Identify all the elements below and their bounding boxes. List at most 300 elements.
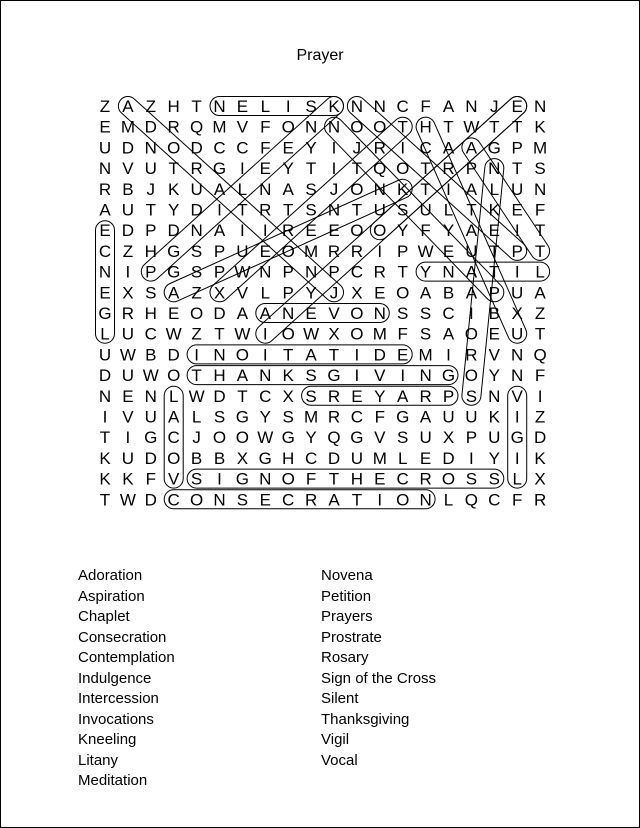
grid-letter[interactable]: K <box>397 179 409 199</box>
grid-letter[interactable]: D <box>373 345 386 365</box>
grid-letter[interactable]: A <box>442 97 455 116</box>
grid-letter[interactable]: T <box>534 221 546 241</box>
grid-letter[interactable]: C <box>488 490 501 510</box>
grid-letter[interactable]: P <box>282 262 294 282</box>
grid-letter[interactable]: N <box>144 386 157 406</box>
grid-letter[interactable]: C <box>144 324 157 344</box>
grid-letter[interactable]: U <box>98 345 112 365</box>
grid-letter[interactable]: E <box>328 221 340 241</box>
grid-letter[interactable]: S <box>419 324 432 344</box>
grid-letter[interactable]: I <box>125 262 131 282</box>
grid-letter[interactable]: V <box>236 117 249 137</box>
grid-letter[interactable]: O <box>373 117 387 137</box>
grid-letter[interactable]: F <box>397 324 408 344</box>
grid-letter[interactable]: N <box>327 117 341 137</box>
grid-letter[interactable]: V <box>122 407 134 427</box>
grid-letter[interactable]: V <box>236 283 249 303</box>
grid-letter[interactable]: D <box>327 448 341 468</box>
grid-letter[interactable]: L <box>260 283 271 303</box>
grid-letter[interactable]: I <box>240 221 245 241</box>
grid-letter[interactable]: X <box>122 283 134 303</box>
grid-letter[interactable]: I <box>331 159 337 179</box>
grid-letter[interactable]: G <box>167 262 181 282</box>
grid-letter[interactable]: D <box>121 221 135 241</box>
grid-letter[interactable]: R <box>419 386 432 406</box>
grid-letter[interactable]: Y <box>259 407 271 427</box>
grid-letter[interactable]: B <box>213 448 226 468</box>
grid-letter[interactable]: S <box>305 97 317 116</box>
grid-letter[interactable]: P <box>145 262 157 282</box>
grid-letter[interactable]: W <box>463 117 480 137</box>
grid-letter[interactable]: K <box>534 448 546 468</box>
grid-letter[interactable]: N <box>511 366 524 386</box>
grid-letter[interactable]: V <box>122 159 134 179</box>
grid-letter[interactable]: F <box>534 366 546 386</box>
grid-letter[interactable]: A <box>213 179 226 199</box>
grid-letter[interactable]: R <box>373 138 386 158</box>
grid-letter[interactable]: G <box>144 428 158 448</box>
grid-letter[interactable]: I <box>446 179 451 199</box>
grid-letter[interactable]: N <box>327 200 341 220</box>
grid-letter[interactable]: D <box>98 366 112 386</box>
grid-letter[interactable]: J <box>329 179 339 199</box>
grid-letter[interactable]: Z <box>534 407 546 427</box>
grid-letter[interactable]: C <box>236 138 249 158</box>
grid-letter[interactable]: R <box>350 241 364 261</box>
grid-letter[interactable]: D <box>190 138 203 158</box>
grid-letter[interactable]: T <box>534 241 546 261</box>
grid-letter[interactable]: T <box>489 241 500 261</box>
grid-letter[interactable]: I <box>469 304 474 323</box>
grid-letter[interactable]: N <box>259 179 272 199</box>
grid-letter[interactable]: S <box>305 200 317 220</box>
grid-letter[interactable]: L <box>397 448 408 468</box>
grid-letter[interactable]: C <box>98 241 112 261</box>
grid-letter[interactable]: M <box>533 138 548 158</box>
grid-letter[interactable]: T <box>305 159 317 179</box>
grid-letter[interactable]: E <box>99 221 111 241</box>
grid-letter[interactable]: I <box>125 428 131 448</box>
grid-letter[interactable]: V <box>168 469 180 489</box>
grid-letter[interactable]: F <box>512 490 523 510</box>
grid-letter[interactable]: O <box>441 469 456 489</box>
grid-letter[interactable]: J <box>146 179 156 199</box>
grid-letter[interactable]: P <box>465 159 478 179</box>
grid-letter[interactable]: U <box>465 407 478 427</box>
grid-letter[interactable]: E <box>305 304 317 323</box>
grid-letter[interactable]: C <box>396 97 409 116</box>
grid-letter[interactable]: P <box>145 221 157 241</box>
grid-letter[interactable]: R <box>304 490 318 510</box>
grid-letter[interactable]: T <box>351 159 363 179</box>
grid-letter[interactable]: T <box>397 117 408 137</box>
grid-letter[interactable]: A <box>305 345 317 365</box>
grid-letter[interactable]: P <box>328 262 340 282</box>
grid-letter[interactable]: Z <box>145 97 156 116</box>
grid-letter[interactable]: G <box>258 448 272 468</box>
grid-letter[interactable]: D <box>190 200 203 220</box>
grid-letter[interactable]: N <box>511 345 524 365</box>
grid-letter[interactable]: S <box>397 200 409 220</box>
grid-letter[interactable]: T <box>145 200 156 220</box>
grid-letter[interactable]: W <box>417 241 434 261</box>
grid-letter[interactable]: P <box>465 428 478 448</box>
grid-letter[interactable]: A <box>465 262 478 282</box>
grid-letter[interactable]: B <box>145 345 157 365</box>
grid-letter[interactable]: B <box>488 304 500 323</box>
grid-letter[interactable]: A <box>236 366 249 386</box>
grid-letter[interactable]: C <box>350 407 364 427</box>
grid-letter[interactable]: T <box>283 200 294 220</box>
grid-letter[interactable]: M <box>372 324 387 344</box>
grid-letter[interactable]: Y <box>168 200 180 220</box>
grid-letter[interactable]: A <box>419 407 432 427</box>
grid-letter[interactable]: U <box>121 200 135 220</box>
grid-letter[interactable]: V <box>488 345 500 365</box>
grid-letter[interactable]: T <box>168 159 179 179</box>
grid-letter[interactable]: O <box>235 345 250 365</box>
grid-letter[interactable]: Q <box>327 428 341 448</box>
grid-letter[interactable]: U <box>121 324 135 344</box>
grid-letter[interactable]: M <box>304 407 319 427</box>
grid-letter[interactable]: I <box>262 221 268 241</box>
grid-letter[interactable]: I <box>354 366 360 386</box>
grid-letter[interactable]: R <box>282 221 295 241</box>
grid-letter[interactable]: J <box>490 97 499 116</box>
grid-letter[interactable]: M <box>372 448 387 468</box>
grid-letter[interactable]: U <box>236 241 249 261</box>
grid-letter[interactable]: Q <box>189 117 204 137</box>
grid-letter[interactable]: N <box>304 262 318 282</box>
grid-letter[interactable]: F <box>145 469 156 489</box>
grid-letter[interactable]: Y <box>305 283 317 303</box>
grid-letter[interactable]: E <box>168 304 180 323</box>
grid-letter[interactable]: F <box>260 138 271 158</box>
grid-letter[interactable]: L <box>443 200 454 220</box>
grid-letter[interactable]: E <box>351 386 363 406</box>
grid-letter[interactable]: U <box>98 138 112 158</box>
grid-letter[interactable]: R <box>465 345 478 365</box>
grid-letter[interactable]: F <box>374 407 385 427</box>
grid-letter[interactable]: I <box>377 241 383 261</box>
grid-letter[interactable]: F <box>534 200 546 220</box>
grid-letter[interactable]: R <box>259 200 272 220</box>
grid-letter[interactable]: N <box>373 97 386 116</box>
grid-letter[interactable]: Y <box>419 262 432 282</box>
grid-letter[interactable]: T <box>191 366 202 386</box>
grid-letter[interactable]: C <box>213 138 226 158</box>
grid-letter[interactable]: I <box>354 345 360 365</box>
grid-letter[interactable]: W <box>119 345 136 365</box>
grid-letter[interactable]: S <box>534 159 546 179</box>
grid-letter[interactable]: K <box>99 448 111 468</box>
grid-letter[interactable]: W <box>165 324 182 344</box>
grid-letter[interactable]: D <box>144 117 157 137</box>
grid-letter[interactable]: O <box>350 179 364 199</box>
grid-letter[interactable]: S <box>145 283 157 303</box>
grid-letter[interactable]: E <box>442 241 455 261</box>
grid-letter[interactable]: W <box>119 490 136 510</box>
grid-letter[interactable]: R <box>327 407 341 427</box>
grid-letter[interactable]: K <box>282 366 294 386</box>
grid-letter[interactable]: G <box>487 138 501 158</box>
grid-letter[interactable]: U <box>350 448 364 468</box>
grid-letter[interactable]: N <box>190 221 203 241</box>
grid-letter[interactable]: S <box>213 407 226 427</box>
grid-letter[interactable]: T <box>534 324 546 344</box>
grid-letter[interactable]: N <box>350 97 364 116</box>
grid-letter[interactable]: N <box>533 97 547 116</box>
grid-letter[interactable]: O <box>281 324 295 344</box>
grid-letter[interactable]: O <box>396 159 410 179</box>
grid-letter[interactable]: I <box>537 386 543 406</box>
grid-letter[interactable]: S <box>236 490 249 510</box>
grid-letter[interactable]: T <box>214 324 225 344</box>
grid-letter[interactable]: A <box>419 283 432 303</box>
grid-letter[interactable]: B <box>190 448 203 468</box>
grid-letter[interactable]: T <box>328 345 340 365</box>
grid-letter[interactable]: X <box>351 283 363 303</box>
grid-letter[interactable]: N <box>373 179 386 199</box>
grid-letter[interactable]: C <box>167 490 180 510</box>
grid-letter[interactable]: S <box>397 304 409 323</box>
grid-letter[interactable]: K <box>168 179 180 199</box>
grid-letter[interactable]: A <box>328 490 340 510</box>
grid-letter[interactable]: S <box>190 241 203 261</box>
grid-letter[interactable]: I <box>514 407 520 427</box>
grid-letter[interactable]: S <box>397 428 409 448</box>
grid-letter[interactable]: G <box>441 366 456 386</box>
grid-letter[interactable]: U <box>442 407 455 427</box>
grid-letter[interactable]: E <box>397 345 409 365</box>
grid-letter[interactable]: N <box>373 304 386 323</box>
grid-letter[interactable]: B <box>442 283 455 303</box>
grid-letter[interactable]: O <box>212 428 227 448</box>
grid-letter[interactable]: U <box>144 159 157 179</box>
grid-letter[interactable]: C <box>419 138 432 158</box>
grid-letter[interactable]: A <box>168 283 180 303</box>
grid-letter[interactable]: O <box>235 428 250 448</box>
grid-letter[interactable]: G <box>235 469 250 489</box>
grid-letter[interactable]: E <box>488 221 500 241</box>
grid-letter[interactable]: E <box>122 386 134 406</box>
grid-letter[interactable]: Y <box>282 159 294 179</box>
grid-letter[interactable]: L <box>237 179 248 199</box>
grid-letter[interactable]: V <box>374 428 386 448</box>
grid-letter[interactable]: U <box>511 179 524 199</box>
grid-letter[interactable]: U <box>121 448 135 468</box>
grid-letter[interactable]: T <box>237 386 248 406</box>
grid-letter[interactable]: R <box>533 490 547 510</box>
grid-letter[interactable]: A <box>397 386 409 406</box>
grid-letter[interactable]: A <box>259 304 271 323</box>
grid-letter[interactable]: F <box>260 117 271 137</box>
grid-letter[interactable]: A <box>122 97 134 116</box>
grid-letter[interactable]: G <box>396 407 410 427</box>
grid-letter[interactable]: A <box>99 200 111 220</box>
grid-letter[interactable]: H <box>282 448 295 468</box>
grid-letter[interactable]: D <box>213 304 226 323</box>
grid-letter[interactable]: S <box>488 469 500 489</box>
grid-letter[interactable]: C <box>350 262 364 282</box>
grid-letter[interactable]: D <box>533 428 547 448</box>
grid-letter[interactable]: O <box>350 117 364 137</box>
grid-letter[interactable]: T <box>99 490 111 510</box>
grid-letter[interactable]: N <box>488 159 501 179</box>
grid-letter[interactable]: P <box>397 241 409 261</box>
grid-letter[interactable]: N <box>213 490 226 510</box>
grid-letter[interactable]: K <box>99 469 111 489</box>
grid-letter[interactable]: C <box>282 490 295 510</box>
grid-letter[interactable]: G <box>212 159 227 179</box>
grid-letter[interactable]: D <box>442 448 455 468</box>
grid-letter[interactable]: J <box>329 283 339 303</box>
grid-letter[interactable]: L <box>191 407 202 427</box>
grid-letter[interactable]: G <box>350 428 364 448</box>
grid-letter[interactable]: N <box>213 345 226 365</box>
grid-letter[interactable]: A <box>465 179 478 199</box>
grid-letter[interactable]: I <box>102 407 108 427</box>
grid-letter[interactable]: F <box>420 221 431 241</box>
grid-letter[interactable]: E <box>259 159 271 179</box>
grid-letter[interactable]: T <box>397 262 408 282</box>
grid-letter[interactable]: T <box>420 179 431 199</box>
grid-letter[interactable]: S <box>419 304 432 323</box>
grid-letter[interactable]: X <box>282 386 294 406</box>
grid-letter[interactable]: H <box>144 304 157 323</box>
grid-letter[interactable]: O <box>281 117 295 137</box>
grid-letter[interactable]: W <box>142 366 159 386</box>
grid-letter[interactable]: G <box>167 241 181 261</box>
grid-letter[interactable]: N <box>259 366 272 386</box>
grid-letter[interactable]: J <box>192 428 201 448</box>
grid-letter[interactable]: G <box>235 407 250 427</box>
grid-letter[interactable]: R <box>419 469 432 489</box>
grid-letter[interactable]: N <box>282 304 295 323</box>
grid-letter[interactable]: C <box>442 304 455 323</box>
grid-letter[interactable]: P <box>511 241 523 261</box>
grid-letter[interactable]: O <box>281 469 295 489</box>
grid-letter[interactable]: C <box>167 428 180 448</box>
grid-letter[interactable]: A <box>465 283 478 303</box>
grid-letter[interactable]: S <box>282 407 294 427</box>
grid-letter[interactable]: R <box>327 241 341 261</box>
grid-letter[interactable]: M <box>418 345 433 365</box>
grid-letter[interactable]: C <box>259 386 272 406</box>
grid-letter[interactable]: T <box>351 200 363 220</box>
grid-letter[interactable]: B <box>122 179 134 199</box>
grid-letter[interactable]: L <box>512 469 522 489</box>
grid-letter[interactable]: O <box>350 304 364 323</box>
grid-letter[interactable]: N <box>98 262 112 282</box>
grid-letter[interactable]: X <box>442 428 455 448</box>
grid-letter[interactable]: P <box>213 262 226 282</box>
grid-letter[interactable]: T <box>328 469 340 489</box>
grid-letter[interactable]: T <box>512 159 523 179</box>
grid-letter[interactable]: U <box>121 366 135 386</box>
grid-letter[interactable]: Q <box>373 159 387 179</box>
grid-letter[interactable]: O <box>464 324 479 344</box>
grid-letter[interactable]: X <box>213 283 226 303</box>
grid-letter[interactable]: U <box>144 407 157 427</box>
grid-letter[interactable]: E <box>259 241 271 261</box>
grid-letter[interactable]: K <box>534 117 546 137</box>
grid-letter[interactable]: D <box>121 138 135 158</box>
grid-letter[interactable]: U <box>488 428 501 448</box>
grid-letter[interactable]: O <box>396 283 410 303</box>
grid-letter[interactable]: F <box>420 97 431 116</box>
grid-letter[interactable]: U <box>511 324 524 344</box>
grid-letter[interactable]: I <box>514 221 520 241</box>
grid-letter[interactable]: O <box>373 221 387 241</box>
grid-letter[interactable]: T <box>237 200 248 220</box>
grid-letter[interactable]: A <box>236 304 249 323</box>
grid-letter[interactable]: I <box>194 345 199 365</box>
grid-letter[interactable]: K <box>488 407 500 427</box>
grid-letter[interactable]: N <box>419 366 432 386</box>
grid-letter[interactable]: A <box>442 324 455 344</box>
grid-letter[interactable]: N <box>213 97 226 116</box>
grid-letter[interactable]: R <box>327 386 341 406</box>
grid-letter[interactable]: V <box>511 386 523 406</box>
grid-letter[interactable]: U <box>511 283 524 303</box>
grid-letter[interactable]: L <box>260 97 271 116</box>
grid-letter[interactable]: I <box>217 200 222 220</box>
grid-letter[interactable]: A <box>168 407 180 427</box>
grid-letter[interactable]: S <box>305 179 317 199</box>
grid-letter[interactable]: N <box>98 386 112 406</box>
grid-letter[interactable]: O <box>167 366 181 386</box>
grid-letter[interactable]: J <box>352 138 362 158</box>
grid-letter[interactable]: E <box>374 469 386 489</box>
grid-letter[interactable]: D <box>144 448 157 468</box>
grid-letter[interactable]: W <box>303 324 320 344</box>
grid-letter[interactable]: I <box>514 448 520 468</box>
grid-letter[interactable]: W <box>257 428 274 448</box>
grid-letter[interactable]: L <box>100 324 110 344</box>
grid-letter[interactable]: G <box>98 304 112 323</box>
grid-letter[interactable]: K <box>328 97 340 116</box>
grid-letter[interactable]: H <box>213 366 226 386</box>
grid-letter[interactable]: N <box>533 179 547 199</box>
grid-letter[interactable]: D <box>213 386 226 406</box>
grid-letter[interactable]: T <box>191 97 202 116</box>
grid-letter[interactable]: I <box>377 490 383 510</box>
grid-letter[interactable]: Q <box>464 490 479 510</box>
grid-letter[interactable]: W <box>234 262 251 282</box>
grid-letter[interactable]: O <box>167 448 181 468</box>
grid-letter[interactable]: O <box>189 490 204 510</box>
grid-letter[interactable]: N <box>442 262 455 282</box>
grid-letter[interactable]: E <box>99 117 111 137</box>
grid-letter[interactable]: H <box>144 241 157 261</box>
grid-letter[interactable]: I <box>400 366 406 386</box>
grid-letter[interactable]: N <box>144 138 157 158</box>
grid-letter[interactable]: C <box>396 469 409 489</box>
grid-letter[interactable]: X <box>328 324 340 344</box>
grid-letter[interactable]: H <box>350 469 364 489</box>
grid-letter[interactable]: E <box>488 324 500 344</box>
grid-letter[interactable]: P <box>282 283 294 303</box>
grid-letter[interactable]: O <box>189 304 204 323</box>
grid-letter[interactable]: A <box>213 221 226 241</box>
grid-letter[interactable]: U <box>373 200 386 220</box>
grid-letter[interactable]: I <box>331 138 337 158</box>
grid-letter[interactable]: I <box>514 262 520 282</box>
grid-letter[interactable]: C <box>304 448 318 468</box>
grid-letter[interactable]: E <box>511 97 523 116</box>
grid-letter[interactable]: K <box>122 469 134 489</box>
